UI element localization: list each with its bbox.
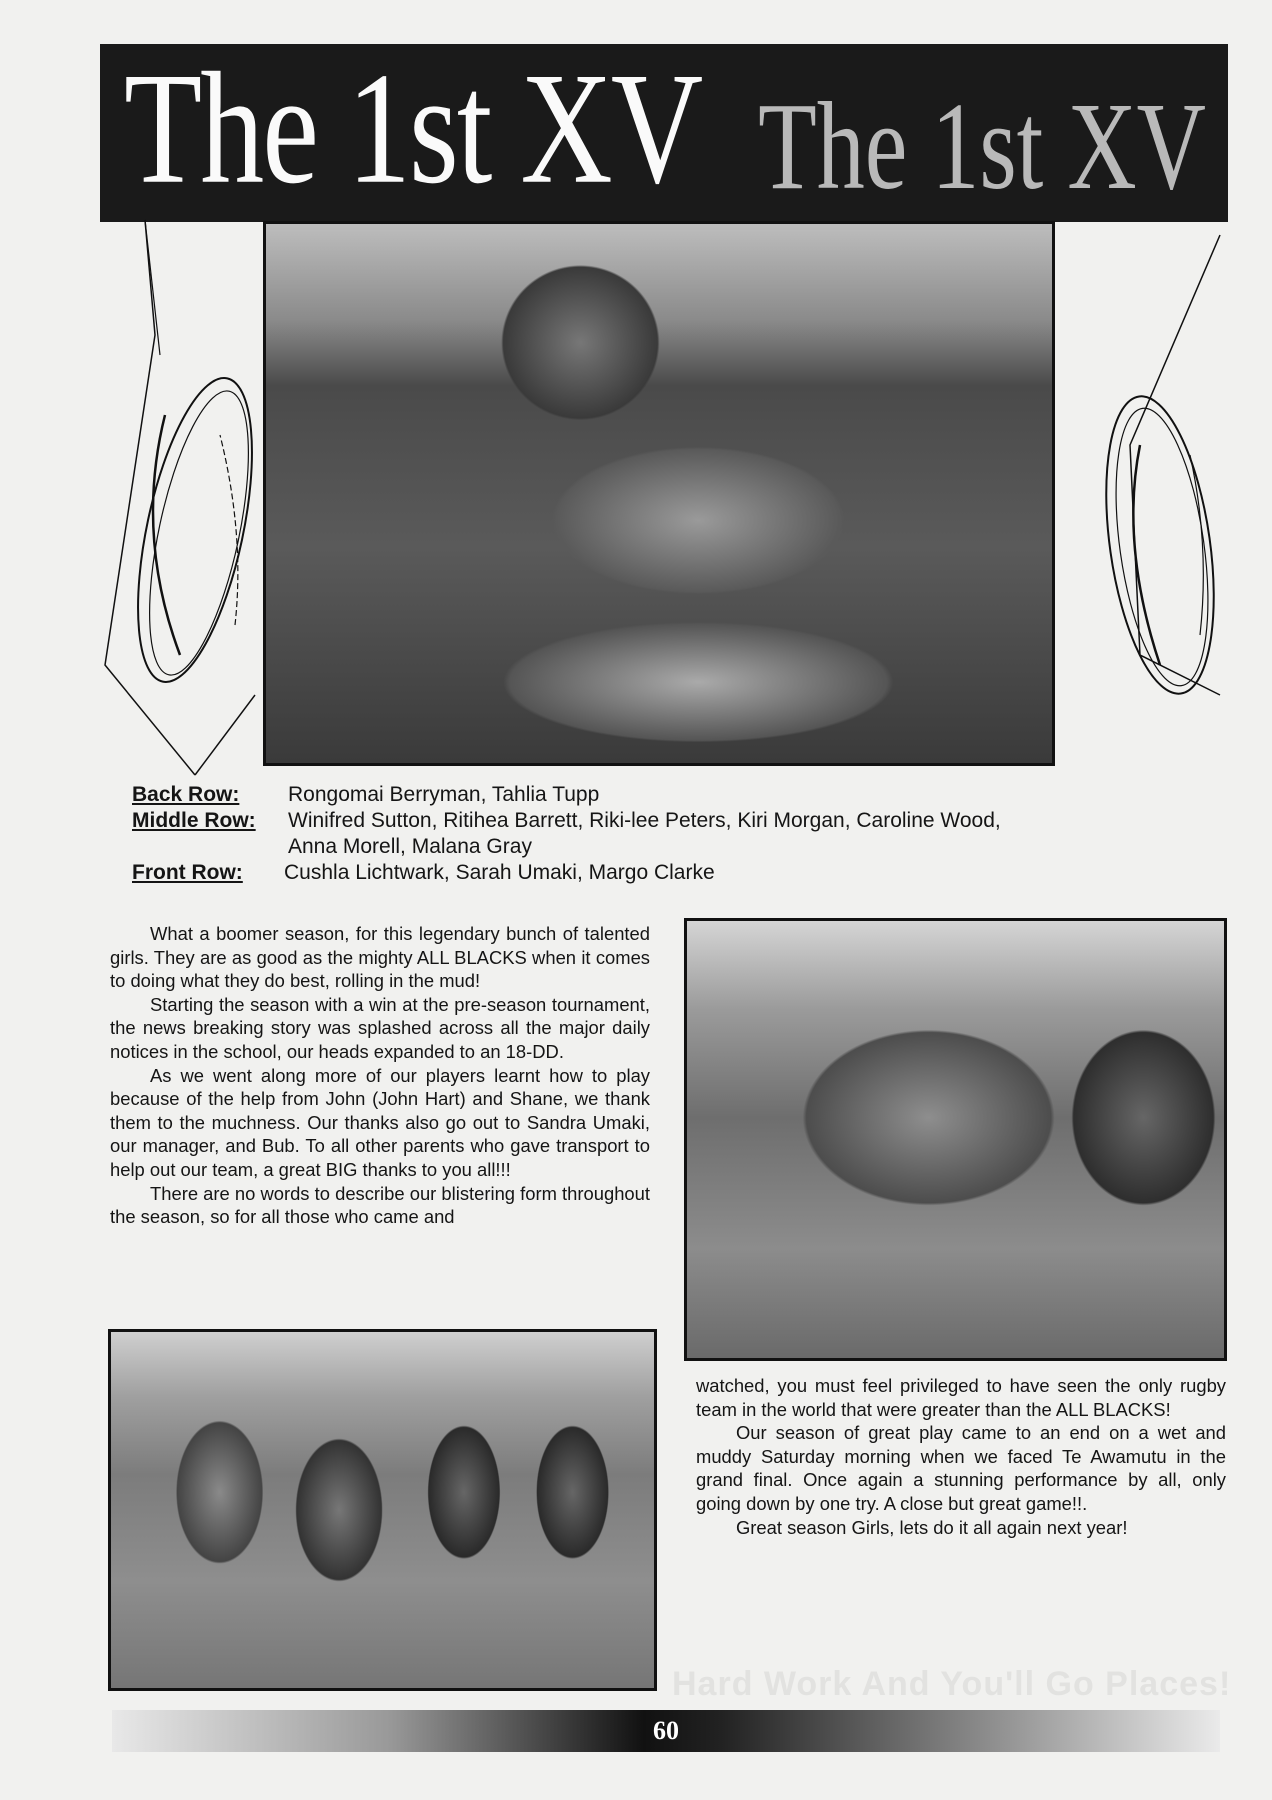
article-paragraph: There are no words to describe our blistering form throughout the season, so for all those who came and: [110, 1182, 650, 1228]
title-banner: [100, 44, 1228, 222]
bleed-through-text: Hard Work And You'll Go Places!: [672, 1665, 1232, 1703]
team-photo: [263, 221, 1055, 766]
caption-label: Back Row:: [132, 783, 240, 806]
article-paragraph: Our season of great play came to an end on a wet and muddy Saturday morning when we faced Te Awamutu in the grand final. Once again a stunning performance by all, only going down by one try. A close but great game!!.: [696, 1422, 1226, 1514]
caption-names: Winifred Sutton, Ritihea Barrett, Riki-lee Peters, Kiri Morgan, Caroline Wood,: [288, 809, 1001, 832]
caption-names: Rongomai Berryman, Tahlia Tupp: [288, 783, 600, 806]
caption-label: Middle Row:: [132, 809, 256, 832]
article-paragraph: watched, you must feel privileged to have seen the only rugby team in the world that were greater than the ALL BLACKS!: [696, 1375, 1226, 1420]
article-paragraph: Starting the season with a win at the pre-season tournament, the news breaking story was splashed across all the major daily notices in the school, our heads expanded to an 18-DD.: [110, 993, 650, 1062]
article-paragraph: What a boomer season, for this legendary bunch of talented girls. They are as good as the mighty ALL BLACKS when it comes to doing what they do best, rolling in the mud!: [110, 923, 650, 992]
rugby-ball-sketch-right-icon: [1050, 215, 1230, 775]
title-echo: The 1st XV: [758, 76, 1206, 216]
rugby-ball-sketch-left-icon: [95, 215, 275, 775]
caption-names: Anna Morell, Malana Gray: [288, 835, 532, 858]
page-title: The 1st XV: [124, 44, 702, 217]
caption-names: Cushla Lichtwark, Sarah Umaki, Margo Clarke: [284, 861, 715, 884]
article-right-column: [696, 1374, 1226, 1539]
page-number: 60: [653, 1716, 679, 1745]
scrum-photo: [684, 918, 1227, 1361]
footer-bar: [112, 1710, 1220, 1752]
match-action-photo: [108, 1329, 657, 1691]
caption-label: Front Row:: [132, 861, 243, 884]
article-paragraph: Great season Girls, lets do it all again next year!: [736, 1516, 1128, 1538]
article-left-column: [110, 922, 650, 1229]
article-paragraph: As we went along more of our players learnt how to play because of the help from John (John Hart) and Shane, we thank them to the muchness. Our thanks also go out to Sandra Umaki, our manager, and Bub. To all other parents who gave transport to help out our team, a great BIG thanks to you all!!!: [110, 1064, 650, 1180]
